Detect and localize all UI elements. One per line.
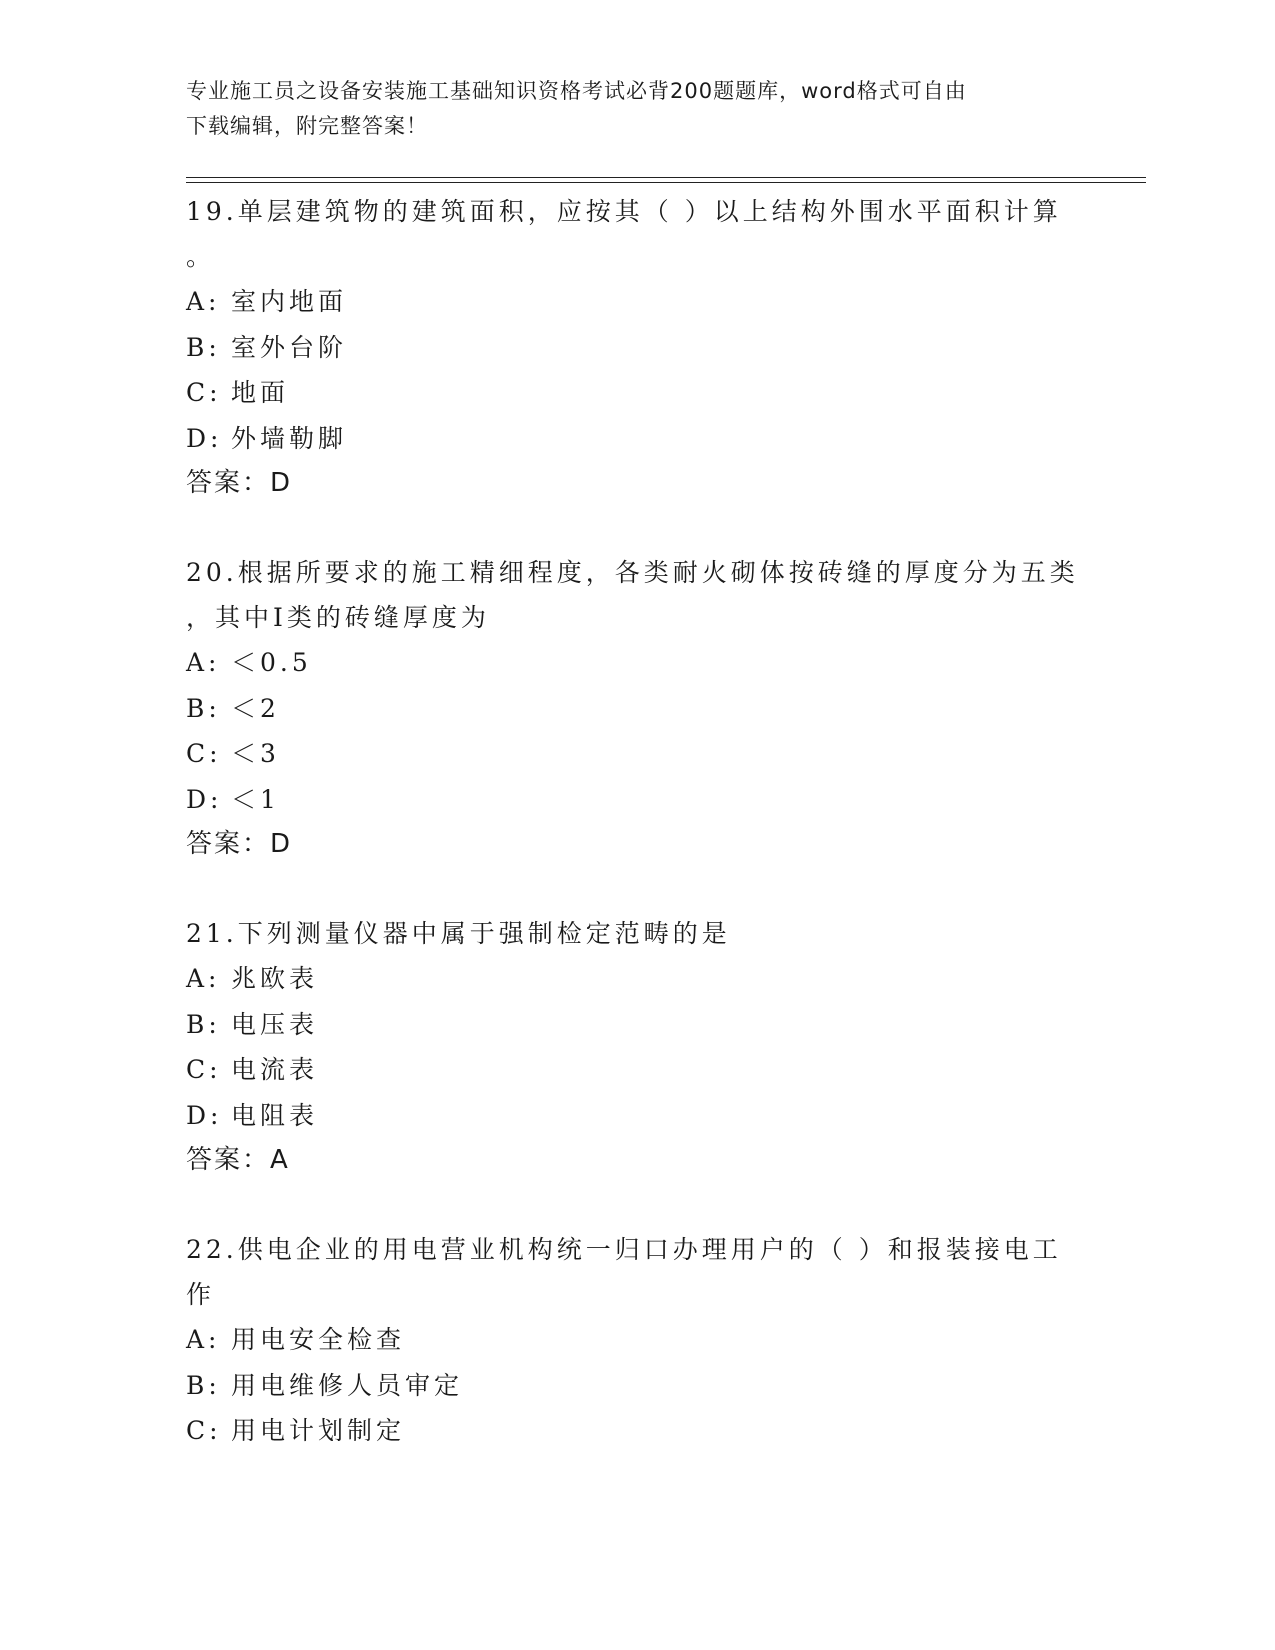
document-header — [186, 74, 1066, 144]
answer-line: 答案：A — [186, 1145, 290, 1175]
option-b — [186, 325, 1086, 371]
option-b — [186, 1363, 1086, 1409]
option-letter: D: — [186, 423, 223, 453]
question-19 — [186, 189, 1086, 505]
option-text: ＜0.5 — [231, 648, 312, 677]
question-stem-line: ，其中Ⅰ类的砖缝厚度为 — [186, 603, 490, 632]
option-text: 室内地面 — [231, 287, 348, 316]
option-b — [186, 686, 1086, 732]
question-stem-line: 。 — [186, 242, 216, 271]
question-stem-line: 22.供电企业的用电营业机构统一归口办理用户的（ ）和报装接电工 — [186, 1235, 1062, 1264]
option-a — [186, 640, 1086, 686]
option-c — [186, 1408, 1086, 1454]
question-list — [186, 189, 1086, 1454]
option-letter: A: — [186, 964, 221, 993]
question-22 — [186, 1227, 1086, 1454]
answer-line: 答案：D — [186, 829, 293, 859]
option-letter: C: — [186, 1416, 222, 1445]
option-a — [186, 956, 1086, 1002]
option-text: ＜3 — [231, 739, 280, 768]
option-a — [186, 279, 1086, 325]
option-text: 兆欧表 — [231, 964, 319, 993]
question-stem-line: 19.单层建筑物的建筑面积，应按其（ ）以上结构外围水平面积计算 — [186, 197, 1062, 226]
question-stem-line: 21.下列测量仪器中属于强制检定范畴的是 — [186, 919, 731, 948]
option-c — [186, 731, 1086, 777]
option-text: 用电维修人员审定 — [231, 1370, 464, 1400]
option-d — [186, 1093, 1086, 1139]
question-stem-line: 作 — [186, 1280, 216, 1309]
header-divider-bottom — [186, 182, 1146, 183]
option-text: 室外台阶 — [231, 332, 348, 362]
option-letter: D: — [186, 784, 223, 814]
option-letter: A: — [186, 287, 221, 316]
option-text: 电阻表 — [231, 1100, 319, 1130]
option-d — [186, 416, 1086, 462]
option-letter: A: — [186, 648, 221, 677]
answer-line: 答案：D — [186, 468, 293, 498]
option-text: 地面 — [231, 378, 290, 407]
option-letter: B: — [186, 1370, 221, 1400]
option-letter: C: — [186, 378, 222, 407]
option-d — [186, 777, 1086, 823]
option-letter: B: — [186, 1009, 221, 1039]
option-text: 电流表 — [231, 1055, 319, 1084]
question-20 — [186, 550, 1086, 866]
option-text: ＜2 — [231, 693, 280, 723]
question-21 — [186, 911, 1086, 1182]
option-a — [186, 1317, 1086, 1363]
option-c — [186, 370, 1086, 416]
header-line-1: 专业施工员之设备安装施工基础知识资格考试必背200题题库，word格式可自由 — [186, 79, 967, 103]
option-letter: B: — [186, 693, 221, 723]
option-letter: A: — [186, 1325, 221, 1354]
question-stem-line: 20.根据所要求的施工精细程度，各类耐火砌体按砖缝的厚度分为五类 — [186, 558, 1079, 587]
option-letter: D: — [186, 1100, 223, 1130]
option-c — [186, 1047, 1086, 1093]
header-line-2: 下载编辑，附完整答案！ — [186, 114, 428, 138]
option-letter: C: — [186, 739, 222, 768]
option-b — [186, 1002, 1086, 1048]
option-text: 外墙勒脚 — [231, 423, 348, 453]
option-letter: B: — [186, 332, 221, 362]
option-text: 用电安全检查 — [231, 1325, 406, 1354]
header-divider-top — [186, 177, 1146, 178]
option-letter: C: — [186, 1055, 222, 1084]
option-text: 电压表 — [231, 1009, 319, 1039]
option-text: ＜1 — [231, 784, 280, 814]
option-text: 用电计划制定 — [231, 1416, 406, 1445]
